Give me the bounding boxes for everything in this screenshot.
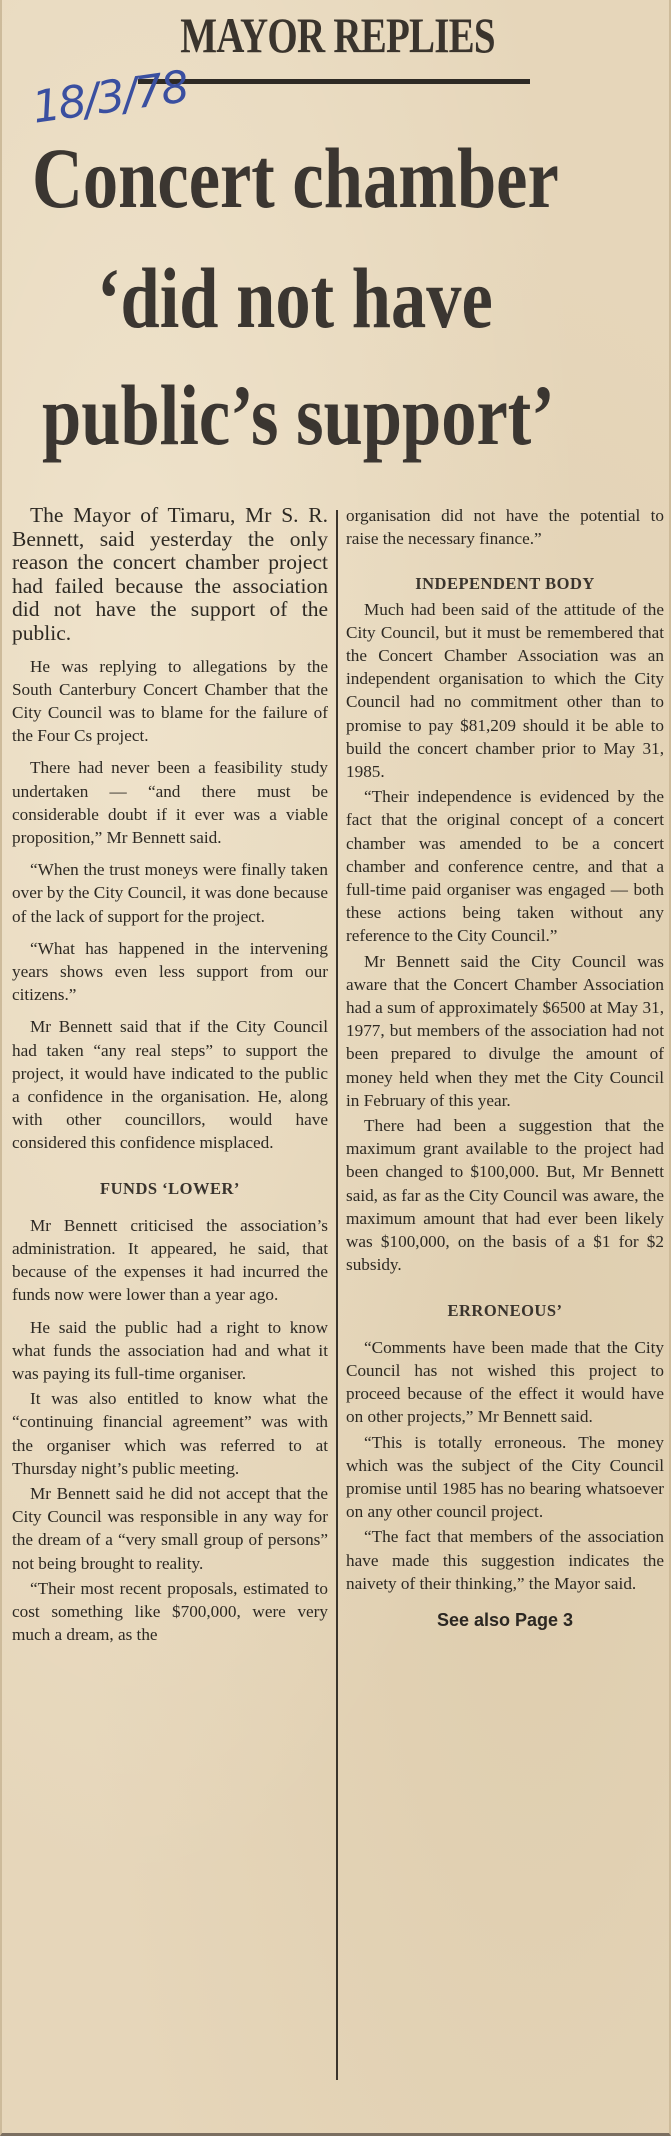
- subhead-independent-body: INDEPENDENT BODY: [415, 574, 595, 594]
- body-paragraph: It was also entitled to know what the “continuing financial agreement” was with the organiser which was referred to at Thursday night’s public meeting.: [12, 1389, 328, 1478]
- body-paragraph: “Their most recent proposals, estimated to cost something like $700,000, were very much a dream, as the: [12, 1578, 328, 1645]
- subhead-erroneous: ERRONEOUS’: [447, 1300, 563, 1320]
- body-paragraph: “The fact that members of the association have made this suggestion indicates the naivety of their thinking,” the Mayor said.: [346, 1527, 664, 1593]
- body-paragraph: Mr Bennett said the City Council was aware that the Concert Chamber Association had a sum of approximately $6500 at May 31, 1977, but members of the association had not been prepared to divulge the amount of money held when they met the City Council in February of this year.: [346, 951, 664, 1110]
- column-divider-rule: [336, 510, 338, 2080]
- handwritten-date-annotation: 18/3/78: [29, 61, 191, 134]
- continued-paragraph: organisation did not have the potential to raise the necessary finance.”: [346, 506, 664, 549]
- headline-line-2: ‘did not have: [97, 250, 493, 346]
- body-paragraph: “Their independence is evidenced by the fact that the original concept of a concert chamber was amended to be a concert chamber and conference centre, and that a full-time paid organiser was engaged — both these actions being taken without any reference to the City Council.”: [346, 787, 664, 946]
- body-paragraph: “What has happened in the intervening years shows even less support from our citizens.”: [12, 938, 328, 1005]
- body-paragraph: Mr Bennett criticised the association’s administration. It appeared, he said, that because of the expenses it had incurred the funds now were lower than a year ago.: [12, 1215, 328, 1305]
- body-paragraph: There had never been a feasibility study undertaken — “and there must be considerable doubt if it ever was a viable proposition,” Mr Bennett said.: [12, 758, 328, 847]
- kicker-underline-rule: [138, 79, 530, 84]
- body-paragraph: Much had been said of the attitude of the City Council, but it must be remembered that the Concert Chamber Association was an independent organisation to which the City Council had no commitment other than to promise to pay $81,209 should it be able to build the concert chamber prior to May 31, 1985.: [346, 599, 664, 782]
- body-paragraph: Mr Bennett said he did not accept that the City Council was responsible in any way for the dream of a “very small group of persons” not being brought to reality.: [12, 1484, 328, 1573]
- subhead-funds-lower: FUNDS ‘LOWER’: [100, 1178, 240, 1198]
- body-paragraph: He said the public had a right to know what funds the association had and what it was paying its full-time organiser.: [12, 1317, 328, 1384]
- see-also-page-reference: See also Page 3: [436, 1609, 574, 1630]
- lead-paragraph: The Mayor of Timaru, Mr S. R. Bennett, said yesterday the only reason the concert chamber project had failed because the association did not have the support of the public.: [12, 503, 328, 645]
- body-paragraph: “When the trust moneys were finally taken over by the City Council, it was done because of the lack of support for the project.: [12, 860, 328, 926]
- body-paragraph: “Comments have been made that the City Council has not wished this project to proceed because of the effect it would have on other projects,” Mr Bennett said.: [346, 1337, 664, 1427]
- left-column: [12, 504, 328, 1648]
- body-paragraph: He was replying to allegations by the South Canterbury Concert Chamber that the City Council was to blame for the failure of the Four Cs project.: [12, 656, 328, 746]
- body-paragraph: Mr Bennett said that if the City Council had taken “any real steps” to support the project, it would have indicated to the public a confidence in the organisation. He, along with other councillors, would have considered this confidence misplaced.: [12, 1017, 328, 1153]
- body-paragraph: “This is totally erroneous. The money which was the subject of the City Council promise until 1985 has no bearing whatsoever on any other council project.: [346, 1432, 664, 1522]
- headline-line-3: public’s support’: [42, 367, 555, 463]
- headline-line-1: Concert chamber: [32, 130, 559, 226]
- body-paragraph: There had been a suggestion that the maximum grant available to the project had been changed to $100,000. But, Mr Bennett said, as far as the City Council was aware, the maximum amount that had ever been likely was $100,000, on the basis of a $1 for $2 subsidy.: [346, 1116, 664, 1275]
- kicker-heading: MAYOR REPLIES: [180, 7, 495, 63]
- right-column: [346, 504, 664, 1632]
